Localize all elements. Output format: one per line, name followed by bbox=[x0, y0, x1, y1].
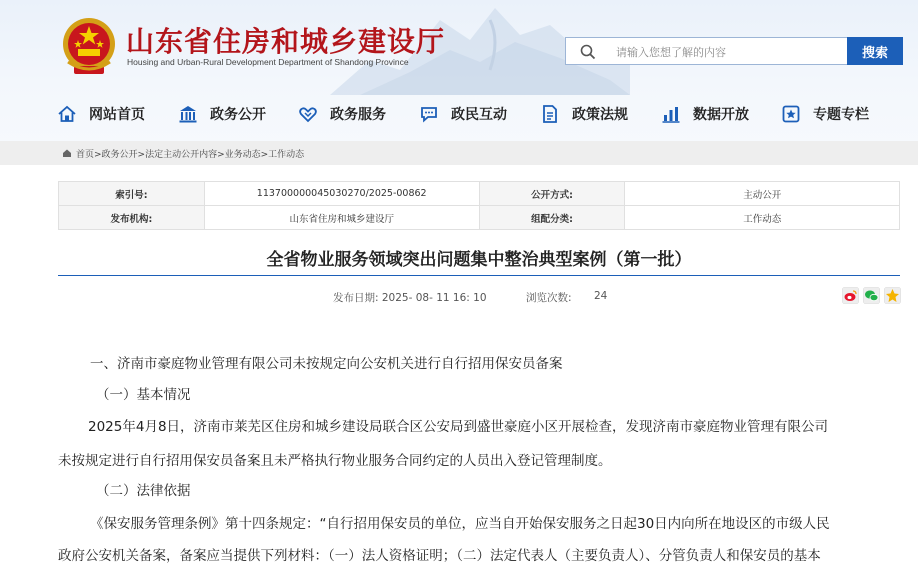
search-icon bbox=[580, 44, 596, 60]
subsection-heading: （二）法律依据 bbox=[96, 483, 191, 499]
site-title: 山东省住房和城乡建设厅 bbox=[126, 25, 446, 58]
index-label: 索引号: bbox=[59, 182, 205, 206]
article-info-table bbox=[58, 181, 900, 230]
category-value: 工作动态 bbox=[625, 206, 900, 230]
bar-chart-icon bbox=[661, 104, 681, 124]
nav-label: 政策法规 bbox=[572, 107, 628, 123]
views-count: 24 bbox=[594, 290, 608, 302]
nav-label: 网站首页 bbox=[89, 107, 145, 123]
section-heading: 一、济南市豪庭物业管理有限公司未按规定向公安机关进行自行招用保安员备案 bbox=[90, 356, 563, 372]
paragraph: 《保安服务管理条例》第十四条规定：“自行招用保安员的单位，应当自开始保安服务之日起30日内向所在地设区的市级人民 bbox=[90, 516, 830, 532]
paragraph: 2025年4月8日，济南市莱芜区住房和城乡建设局联合区公安局到盛世豪庭小区开展检查，发现济南市豪庭物业管理有限公司 bbox=[88, 419, 829, 435]
home-icon bbox=[62, 148, 72, 158]
handshake-icon bbox=[298, 104, 318, 124]
article-title: 全省物业服务领域突出问题集中整治典型案例（第一批） bbox=[266, 250, 692, 270]
publish-date: 发布日期: 2025- 08- 11 16: 10 bbox=[333, 292, 487, 304]
subsection-heading: （一）基本情况 bbox=[96, 387, 191, 403]
nav-item-interaction[interactable] bbox=[419, 102, 507, 126]
publish-mode-label: 公开方式: bbox=[479, 182, 625, 206]
breadcrumb-path[interactable]: 首页>政务公开>法定主动公开内容>业务动态>工作动态 bbox=[76, 149, 305, 160]
nav-label: 数据开放 bbox=[693, 107, 749, 123]
building-icon bbox=[178, 104, 198, 124]
site-header bbox=[0, 0, 918, 148]
breadcrumb bbox=[0, 141, 918, 165]
nav-label: 政务服务 bbox=[330, 107, 386, 123]
publisher-label: 发布机构: bbox=[59, 206, 205, 230]
category-label: 组配分类: bbox=[479, 206, 625, 230]
wechat-icon[interactable] bbox=[863, 287, 880, 304]
publish-mode-value: 主动公开 bbox=[625, 182, 900, 206]
qzone-icon[interactable] bbox=[884, 287, 901, 304]
star-icon bbox=[781, 104, 801, 124]
chat-icon bbox=[419, 104, 439, 124]
nav-item-open-data[interactable] bbox=[661, 102, 749, 126]
nav-item-special-topics[interactable] bbox=[781, 102, 869, 126]
weibo-icon[interactable] bbox=[842, 287, 859, 304]
search-input[interactable] bbox=[616, 43, 836, 61]
document-icon bbox=[540, 104, 560, 124]
table-row bbox=[59, 206, 900, 230]
table-row bbox=[59, 182, 900, 206]
site-subtitle: Housing and Urban-Rural Development Department of Shandong Province bbox=[127, 57, 409, 67]
nav-item-home[interactable] bbox=[57, 102, 145, 126]
nav-label: 专题专栏 bbox=[813, 107, 869, 123]
main-nav bbox=[0, 96, 918, 132]
nav-item-affairs-open[interactable] bbox=[178, 102, 266, 126]
nav-label: 政务公开 bbox=[210, 107, 266, 123]
index-value: 113700000045030270/2025-00862 bbox=[204, 182, 479, 206]
title-divider bbox=[58, 275, 900, 276]
home-icon bbox=[57, 104, 77, 124]
nav-label: 政民互动 bbox=[451, 107, 507, 123]
national-emblem-icon bbox=[60, 16, 118, 78]
paragraph: 政府公安机关备案，备案应当提供下列材料：（一）法人资格证明；（二）法定代表人（主要负责人）、分管负责人和保安员的基本 bbox=[58, 548, 821, 564]
search-box bbox=[565, 37, 847, 65]
nav-item-policy[interactable] bbox=[540, 102, 628, 126]
views-label: 浏览次数: bbox=[526, 292, 572, 304]
publisher-value: 山东省住房和城乡建设厅 bbox=[204, 206, 479, 230]
paragraph: 未按规定进行自行招用保安员备案且未严格执行物业服务合同约定的人员出入登记管理制度。 bbox=[58, 453, 612, 469]
nav-item-gov-service[interactable] bbox=[298, 102, 386, 126]
search-button[interactable]: 搜索 bbox=[847, 37, 903, 65]
